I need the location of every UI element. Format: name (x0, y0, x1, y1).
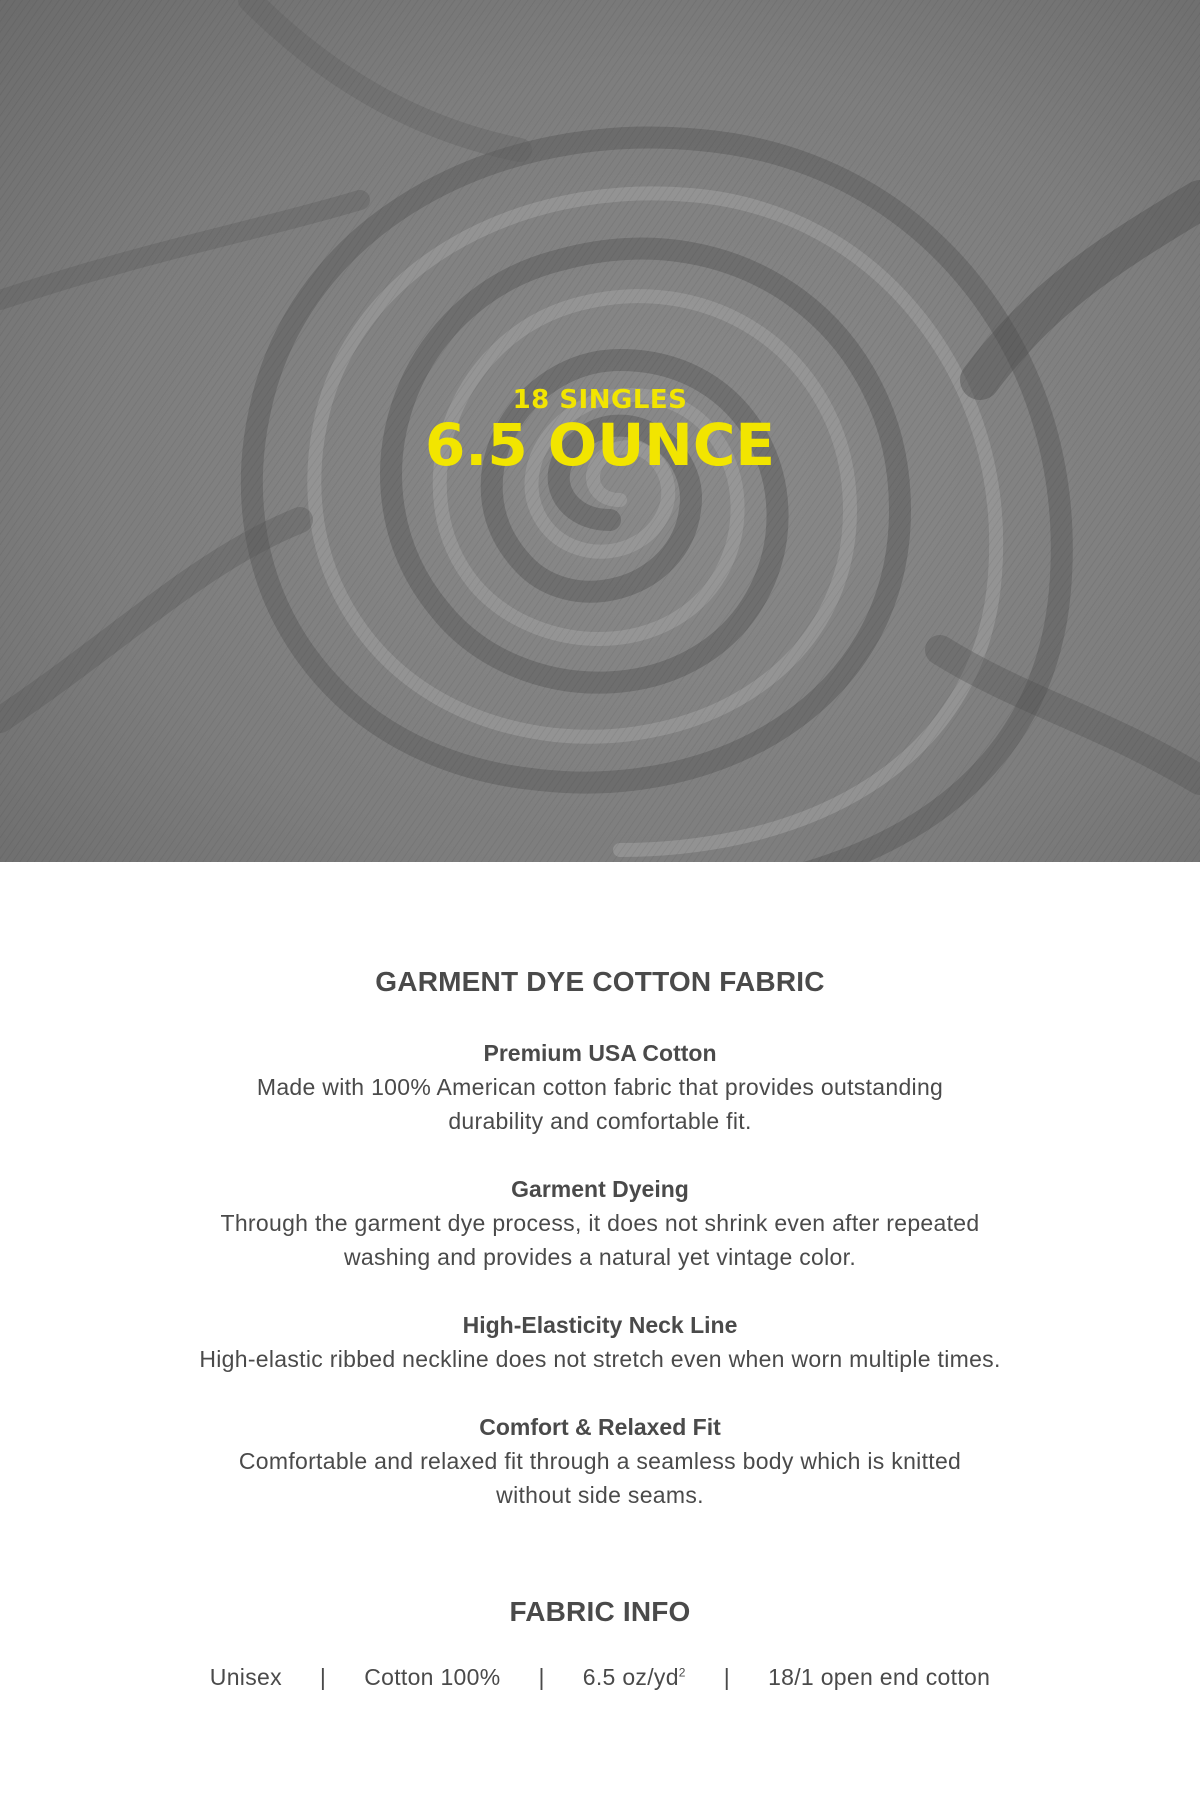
feature-description-line: washing and provides a natural yet vintage color. (343, 1244, 857, 1270)
info-material: Cotton 100% (364, 1664, 501, 1690)
fabric-info-title: FABRIC INFO (509, 1596, 691, 1627)
fabric-section-title: GARMENT DYE COTTON FABRIC (375, 966, 825, 997)
info-weight (583, 1664, 686, 1691)
info-weight-value: 6.5 oz/yd (582, 1664, 679, 1690)
feature-description-line: without side seams. (496, 1482, 704, 1508)
info-separator: | (723, 1664, 731, 1690)
hero-fabric-image (0, 0, 1200, 862)
feature-neck-line (100, 1308, 1100, 1376)
feature-relaxed-fit (100, 1410, 1100, 1512)
info-yarn: 18/1 open end cotton (768, 1664, 991, 1690)
feature-title: High-Elasticity Neck Line (462, 1312, 738, 1338)
feature-description-line: Through the garment dye process, it does not shrink even after repeated (220, 1210, 980, 1236)
info-separator: | (538, 1664, 545, 1690)
fabric-info-row (0, 1664, 1200, 1691)
feature-title: Comfort & Relaxed Fit (479, 1414, 721, 1440)
feature-description-line: durability and comfortable fit. (448, 1108, 752, 1134)
feature-title: Garment Dyeing (511, 1176, 689, 1202)
info-gender: Unisex (209, 1664, 282, 1690)
info-weight-superscript: 2 (678, 1665, 686, 1680)
feature-description-line: Comfortable and relaxed fit through a seamless body which is knitted (238, 1448, 962, 1474)
feature-premium-cotton (100, 1036, 1100, 1138)
hero-subtitle: 18 SINGLES (512, 385, 688, 415)
feature-title: Premium USA Cotton (483, 1040, 717, 1066)
info-separator: | (319, 1664, 327, 1690)
product-description (0, 862, 1200, 1800)
feature-description-line: Made with 100% American cotton fabric that provides outstanding (256, 1074, 944, 1100)
feature-description-line: High-elastic ribbed neckline does not stretch even when worn multiple times. (199, 1346, 1001, 1372)
feature-garment-dyeing (100, 1172, 1100, 1274)
hero-title: 6.5 OUNCE (424, 411, 776, 479)
